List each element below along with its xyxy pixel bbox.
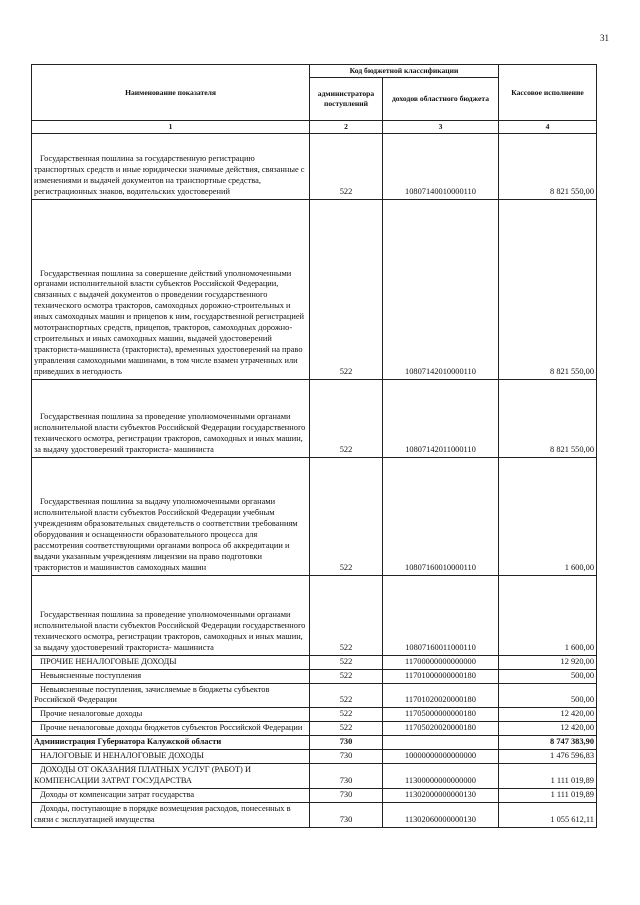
column-number: 1 [32,120,310,133]
table-row [32,669,597,683]
column-number: 2 [310,120,383,133]
row-admin-code: 730 [310,802,383,827]
row-amount: 8 821 550,00 [499,133,597,199]
row-name: Доходы, поступающие в порядке возмещения расходов, понесенных в связи с эксплуатацией имущества [32,802,310,827]
row-name: Государственная пошлина за государственную регистрацию транспортных средств и иные юридически значимые действия, связанные с изменениями и выдачей документов на транспортные средства, регистрационных знаков, водительских удостоверений [32,133,310,199]
income-column-header: доходов областного бюджета [383,77,499,120]
table-row [32,575,597,655]
table-row [32,764,597,789]
row-amount: 8 747 383,90 [499,736,597,750]
table-row [32,750,597,764]
row-amount: 12 920,00 [499,655,597,669]
row-name: ПРОЧИЕ НЕНАЛОГОВЫЕ ДОХОДЫ [32,655,310,669]
execution-column-header: Кассовое исполнение [499,65,597,121]
row-amount: 12 420,00 [499,722,597,736]
name-column-header: Наименование показателя [32,65,310,121]
row-admin-code: 522 [310,683,383,708]
code-group-header: Код бюджетной классификации [310,65,499,78]
row-amount: 1 055 612,11 [499,802,597,827]
row-admin-code: 730 [310,750,383,764]
row-name: Государственная пошлина за проведение уполномоченными органами исполнительной власти субъектов Российской Федерации государственного технического осмотра, регистрации тракторов, самоходных и иных машин, за выдачу удостоверений тракториста- машиниста [32,575,310,655]
row-amount: 1 111 019,89 [499,764,597,789]
row-admin-code: 522 [310,457,383,575]
row-admin-code: 730 [310,788,383,802]
row-amount: 1 111 019,89 [499,788,597,802]
row-admin-code: 730 [310,764,383,789]
row-income-code [383,736,499,750]
row-admin-code: 522 [310,379,383,457]
admin-column-header: администратора поступлений [310,77,383,120]
row-amount: 1 600,00 [499,457,597,575]
row-admin-code: 522 [310,575,383,655]
row-amount: 1 476 596,83 [499,750,597,764]
budget-table [31,64,597,828]
row-admin-code: 522 [310,133,383,199]
row-admin-code: 522 [310,199,383,379]
table-row [32,722,597,736]
row-admin-code: 522 [310,655,383,669]
row-income-code: 10807142010000110 [383,199,499,379]
row-income-code: 10807160011000110 [383,575,499,655]
row-name: Государственная пошлина за выдачу уполномоченными органами исполнительной власти субъектов Российской Федерации учебным учреждениям образовательных свидетельств о соответствии требованиям оборудования и оснащенности образовательного процесса для рассмотрения соответствующими органами вопроса об аккредитации и выдачи указанным учреждениям лицензии на право подготовки трактористов и машинистов самоходных машин [32,457,310,575]
page-number: 31 [600,33,609,43]
table-row [32,802,597,827]
row-income-code: 11700000000000000 [383,655,499,669]
row-income-code: 11302000000000130 [383,788,499,802]
row-name: Невыясненные поступления, зачисляемые в бюджеты субъектов Российской Федерации [32,683,310,708]
row-name: Прочие неналоговые доходы [32,708,310,722]
row-income-code: 10807140010000110 [383,133,499,199]
row-income-code: 11705000000000180 [383,708,499,722]
row-name: Доходы от компенсации затрат государства [32,788,310,802]
table-row [32,379,597,457]
row-admin-code: 730 [310,736,383,750]
row-income-code: 11302060000000130 [383,802,499,827]
table-row [32,655,597,669]
row-name: Государственная пошлина за совершение действий уполномоченными органами исполнительной власти субъектов Российской Федерации, связанных с выдачей документов о проведении государственного технического осмотра тракторов, самоходных дорожно-строительных и иных самоходных машин и прицепов к ним, государственной регистрацией мототранспортных средств, прицепов, тракторов, самоходных дорожно-строительных и иных самоходных машин, выдачей удостоверений тракториста-машиниста (тракториста), временных удостоверений на право управления самоходными машинами, в том числе взамен утраченных или приведших в негодность [32,199,310,379]
column-number: 4 [499,120,597,133]
row-name: Невыясненные поступления [32,669,310,683]
row-name: Государственная пошлина за проведение уполномоченными органами исполнительной власти субъектов Российской Федерации государственного технического осмотра, регистрации тракторов, самоходных и иных машин, за выдачу удостоверений тракториста- машиниста [32,379,310,457]
header-row [32,65,597,78]
row-income-code: 10000000000000000 [383,750,499,764]
row-income-code: 11701000000000180 [383,669,499,683]
row-amount: 1 600,00 [499,575,597,655]
table-row [32,683,597,708]
table-row [32,133,597,199]
row-amount: 12 420,00 [499,708,597,722]
row-name: НАЛОГОВЫЕ И НЕНАЛОГОВЫЕ ДОХОДЫ [32,750,310,764]
table-row [32,199,597,379]
row-income-code: 11701020020000180 [383,683,499,708]
row-income-code: 11705020020000180 [383,722,499,736]
row-admin-code: 522 [310,708,383,722]
row-income-code: 10807142011000110 [383,379,499,457]
table-row [32,788,597,802]
column-number: 3 [383,120,499,133]
row-name: Администрация Губернатора Калужской области [32,736,310,750]
row-amount: 500,00 [499,683,597,708]
table-row-admin-total [32,736,597,750]
row-admin-code: 522 [310,722,383,736]
table-row [32,457,597,575]
row-amount: 8 821 550,00 [499,379,597,457]
row-name: Прочие неналоговые доходы бюджетов субъектов Российской Федерации [32,722,310,736]
row-name: ДОХОДЫ ОТ ОКАЗАНИЯ ПЛАТНЫХ УСЛУГ (РАБОТ) И КОМПЕНСАЦИИ ЗАТРАТ ГОСУДАРСТВА [32,764,310,789]
row-amount: 8 821 550,00 [499,199,597,379]
row-admin-code: 522 [310,669,383,683]
table-row [32,708,597,722]
row-amount: 500,00 [499,669,597,683]
row-income-code: 10807160010000110 [383,457,499,575]
row-income-code: 11300000000000000 [383,764,499,789]
column-number-row [32,120,597,133]
